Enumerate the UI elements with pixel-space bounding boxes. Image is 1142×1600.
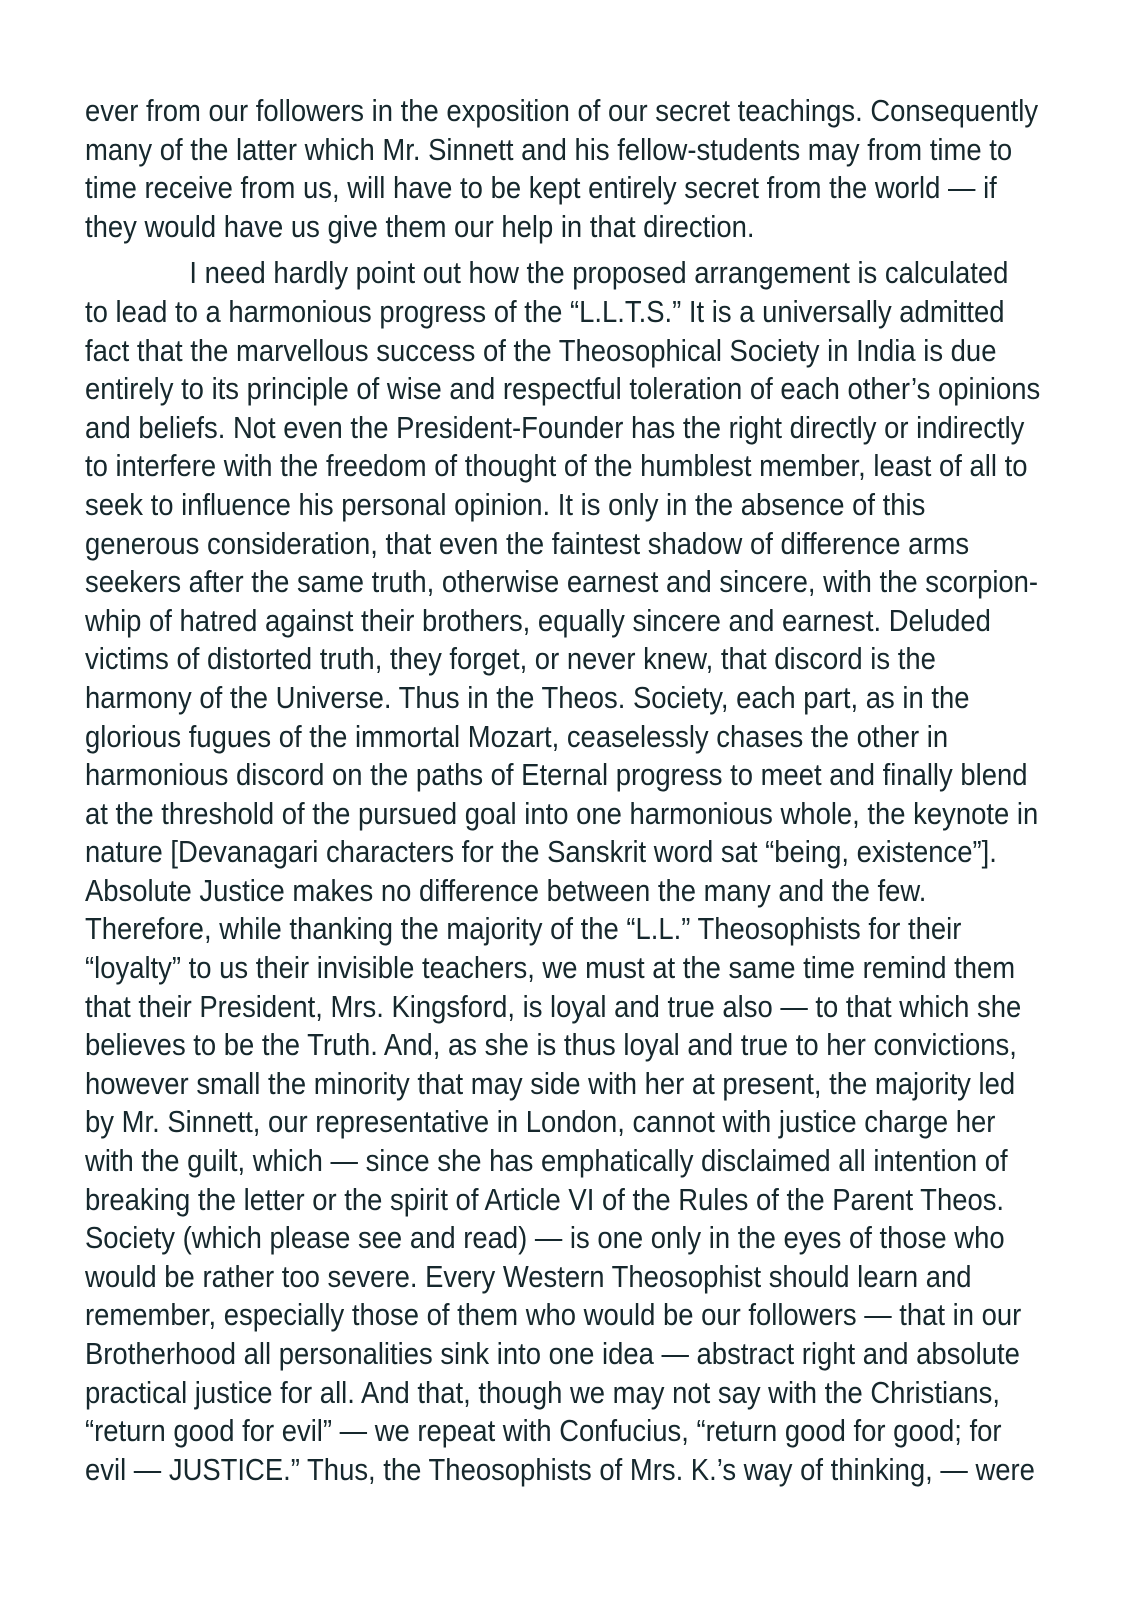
text-line: Therefore, while thanking the majority of the “L.L.” Theosophists for their	[85, 911, 962, 947]
text-line: Absolute Justice makes no difference between the many and the few.	[85, 872, 927, 908]
text-line: harmonious discord on the paths of Eternal progress to meet and finally blend	[85, 757, 1028, 793]
text-line: to lead to a harmonious progress of the “L.L.T.S.” It is a universally admitted	[85, 293, 1005, 329]
text-line: seekers after the same truth, otherwise earnest and sincere, with the scorpion-	[85, 564, 1039, 600]
letter-body-text	[85, 92, 1142, 1489]
text-line: nature [Devanagari characters for the Sanskrit word sat “being, existence”].	[85, 834, 997, 870]
text-line: harmony of the Universe. Thus in the Theos. Society, each part, as in the	[85, 679, 970, 715]
text-line: many of the latter which Mr. Sinnett and his fellow-students may from time to	[85, 131, 1013, 167]
text-line: entirely to its principle of wise and respectful toleration of each other’s opinions	[85, 371, 1041, 407]
text-line: Society (which please see and read) — is one only in the eyes of those who	[85, 1220, 1005, 1256]
text-line: “return good for evil” — we repeat with Confucius, “return good for good; for	[85, 1413, 1002, 1449]
text-line: I need hardly point out how the proposed arrangement is calculated	[189, 255, 1009, 291]
text-line: generous consideration, that even the faintest shadow of difference arms	[85, 525, 970, 561]
text-line: glorious fugues of the immortal Mozart, ceaselessly chases the other in	[85, 718, 949, 754]
text-line: fact that the marvellous success of the Theosophical Society in India is due	[85, 332, 997, 368]
text-line: however small the minority that may side with her at present, the majority led	[85, 1065, 1016, 1101]
text-line: “loyalty” to us their invisible teachers, we must at the same time remind them	[85, 950, 1016, 986]
text-line: time receive from us, will have to be kept entirely secret from the world — if	[85, 170, 997, 206]
text-line: whip of hatred against their brothers, equally sincere and earnest. Deluded	[85, 602, 991, 638]
text-line: and beliefs. Not even the President-Founder has the right directly or indirectly	[85, 409, 1025, 445]
text-line: to interfere with the freedom of thought of the humblest member, least of all to	[85, 448, 1028, 484]
text-line: they would have us give them our help in that direction.	[85, 208, 755, 244]
text-line: evil — JUSTICE.” Thus, the Theosophists of Mrs. K.’s way of thinking, — were	[85, 1451, 1035, 1487]
paragraph	[85, 254, 1142, 1489]
text-line: remember, especially those of them who would be our followers — that in our	[85, 1297, 1022, 1333]
text-line: victims of distorted truth, they forget, or never knew, that discord is the	[85, 641, 936, 677]
text-line: that their President, Mrs. Kingsford, is loyal and true also — to that which she	[85, 988, 1022, 1024]
text-line: Brotherhood all personalities sink into one idea — abstract right and absolute	[85, 1336, 1020, 1371]
text-line: seek to influence his personal opinion. It is only in the absence of this	[85, 486, 926, 522]
text-line: by Mr. Sinnett, our representative in London, cannot with justice charge her	[85, 1104, 996, 1140]
text-line: would be rather too severe. Every Western Theosophist should learn and	[85, 1258, 972, 1294]
paragraph	[85, 92, 1142, 246]
text-line: at the threshold of the pursued goal into one harmonious whole, the keynote in	[85, 795, 1039, 831]
text-line: practical justice for all. And that, though we may not say with the Christians,	[85, 1374, 1000, 1410]
text-line: with the guilt, which — since she has emphatically disclaimed all intention of	[85, 1143, 1008, 1179]
text-line: believes to be the Truth. And, as she is thus loyal and true to her convictions,	[85, 1027, 1017, 1063]
text-line: ever from our followers in the exposition of our secret teachings. Consequently	[85, 93, 1039, 128]
text-line: breaking the letter or the spirit of Article VI of the Rules of the Parent Theos.	[85, 1181, 1005, 1217]
